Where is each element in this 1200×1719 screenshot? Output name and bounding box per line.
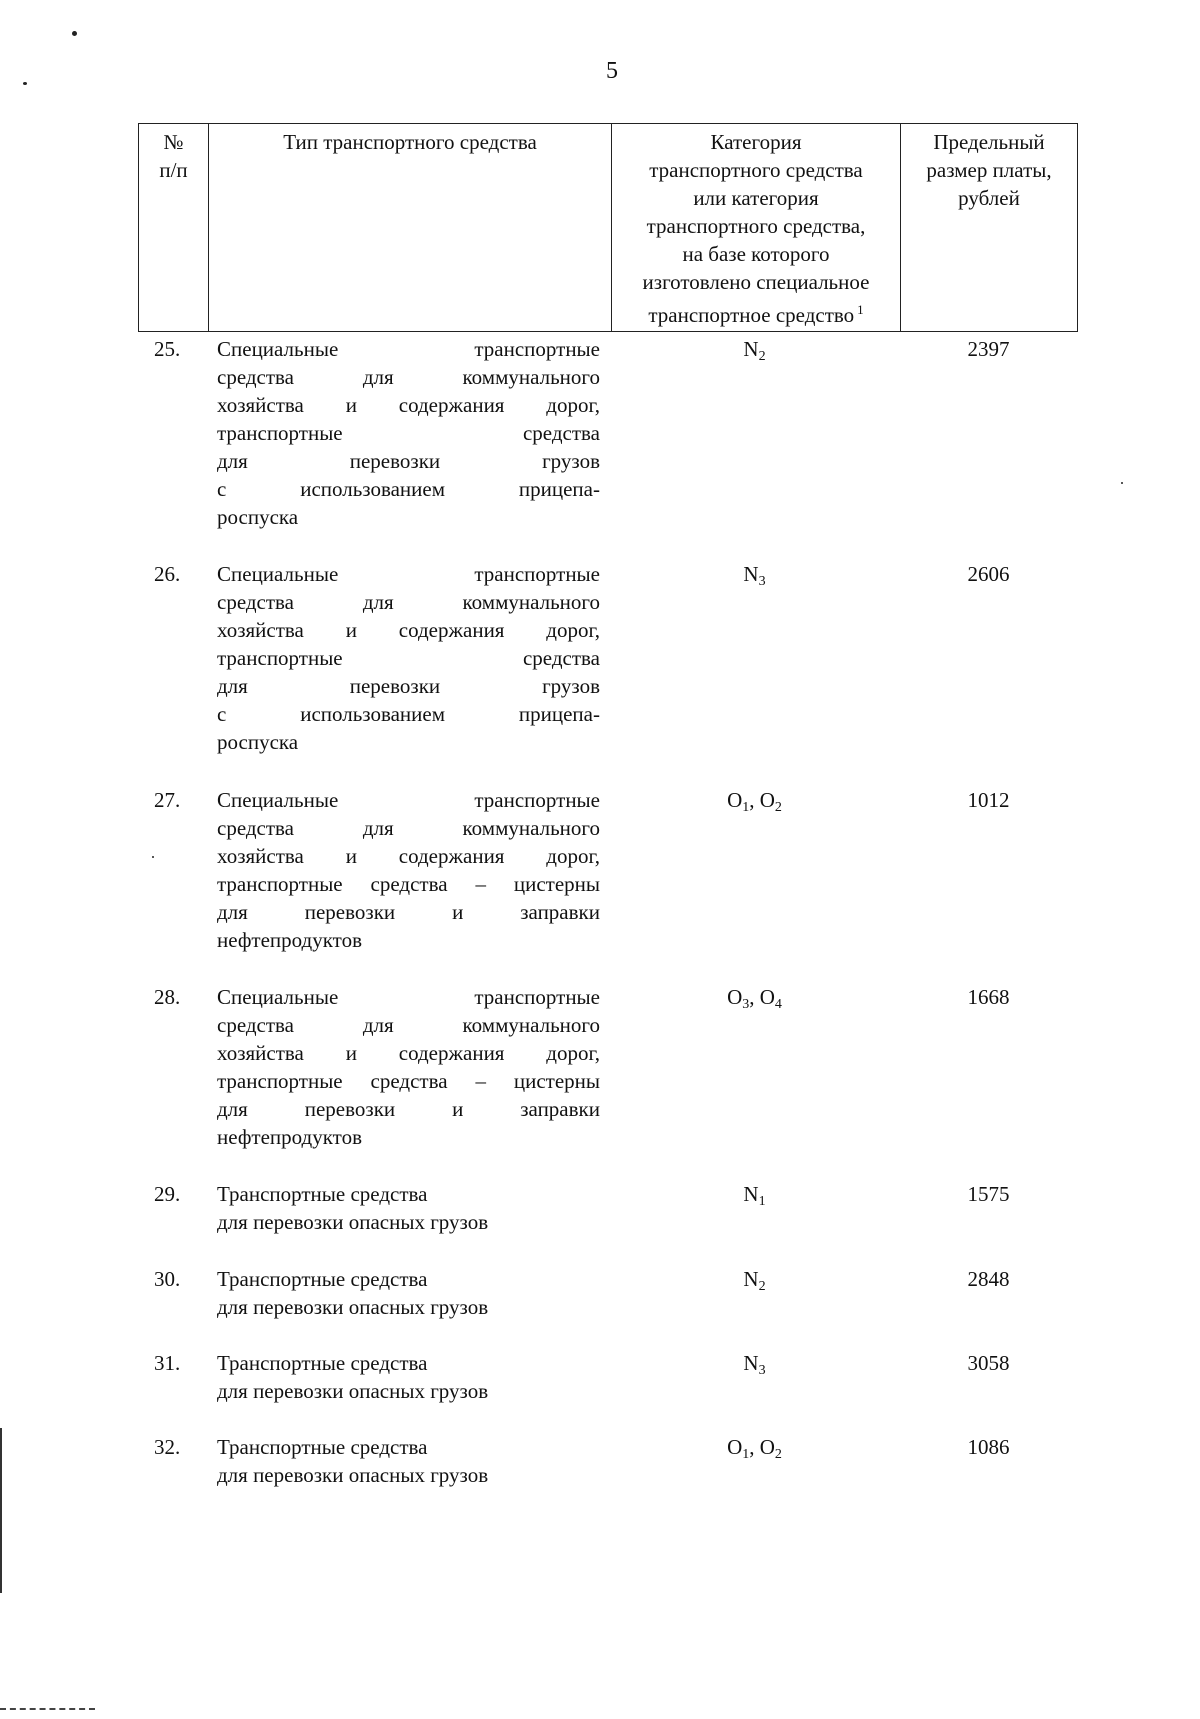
row-type-line: для перевозки опасных грузов: [217, 1210, 489, 1234]
category-code: N: [743, 1351, 759, 1375]
row-type-line: для перевозки опасных грузов: [217, 1379, 489, 1403]
row-number: 30.: [154, 1267, 181, 1291]
row-type-line: для перевозки опасных грузов: [217, 1295, 489, 1319]
row-price: 1575: [967, 1182, 1010, 1206]
scan-bottom-mark: [0, 1708, 95, 1713]
row-type-line: хозяйства и содержания дорог,: [217, 393, 600, 417]
row-type-line: Транспортные средства: [217, 1267, 428, 1291]
row-type-line: хозяйства и содержания дорог,: [217, 618, 600, 642]
row-type-line: нефтепродуктов: [217, 1125, 362, 1149]
row-type-line: Транспортные средства: [217, 1351, 428, 1375]
row-type: [217, 335, 600, 531]
row-type: [217, 1180, 600, 1236]
row-number: 29.: [154, 1182, 181, 1206]
category-subscript: 2: [758, 349, 766, 364]
category-code: N: [743, 1182, 759, 1206]
category-subscript: 1: [758, 1194, 766, 1209]
row-type: [217, 1349, 600, 1405]
row-number: 32.: [154, 1435, 181, 1459]
header-price-line: размер платы,: [926, 158, 1052, 182]
row-type-line: для перевозки и заправки: [217, 1097, 600, 1121]
row-category: [610, 335, 899, 363]
header-category: [611, 124, 900, 331]
row-type-line: хозяйства и содержания дорог,: [217, 844, 600, 868]
page-number: 5: [606, 58, 618, 84]
row-type-line: средства для коммунального: [217, 365, 600, 389]
row-category: $O_1$, $O_2$: [727, 1435, 782, 1462]
category-subscript: 3: [742, 997, 750, 1012]
header-category-line: Категория: [710, 130, 802, 154]
header-category-text: транспортное средство: [648, 303, 855, 327]
header-num-line: №: [163, 130, 184, 154]
row-number: 31.: [154, 1351, 181, 1375]
row-type-line: Транспортные средства: [217, 1435, 428, 1459]
scan-speck: [1121, 482, 1123, 484]
row-type-line: транспортные средства: [217, 421, 600, 445]
row-category: [610, 1180, 899, 1208]
row-type-line: Специальные транспортные: [217, 985, 600, 1009]
row-type-line: для перевозки грузов: [217, 674, 600, 698]
row-price: 3058: [967, 1351, 1010, 1375]
row-type-line: Транспортные средства: [217, 1182, 428, 1206]
row-type-line: хозяйства и содержания дорог,: [217, 1041, 600, 1065]
category-subscript: 1: [742, 800, 750, 815]
category-code: N: [743, 1267, 759, 1291]
category-subscript: 2: [774, 800, 782, 815]
category-code: O: [727, 985, 743, 1009]
row-price: 2848: [967, 1267, 1010, 1291]
row-price: 2606: [967, 562, 1010, 586]
row-type-line: для перевозки грузов: [217, 449, 600, 473]
category-code: O: [759, 985, 775, 1009]
header-category-line: транспортного средства,: [646, 214, 866, 238]
row-number: 27.: [154, 788, 181, 812]
header-price-line: Предельный: [933, 130, 1045, 154]
category-code: N: [743, 562, 759, 586]
header-price-line: рублей: [958, 186, 1020, 210]
header-category-line: транспортного средства: [649, 158, 863, 182]
row-price: 2397: [967, 337, 1010, 361]
row-type-line: для перевозки опасных грузов: [217, 1463, 489, 1487]
header-type-line: Тип транспортного средства: [283, 130, 537, 154]
category-subscript: 2: [758, 1279, 766, 1294]
row-category: $O_3$, $O_4$: [727, 985, 782, 1012]
row-type-line: транспортные средства: [217, 646, 600, 670]
row-type-line: средства для коммунального: [217, 816, 600, 840]
scan-margin-line: [0, 1428, 2, 1593]
row-type: [217, 560, 600, 756]
row-type-line: для перевозки и заправки: [217, 900, 600, 924]
row-price: 1668: [967, 985, 1010, 1009]
row-type: [217, 1265, 600, 1321]
row-type-line: с использованием прицепа-: [217, 477, 600, 501]
category-subscript: 1: [742, 1447, 750, 1462]
row-type-line: транспортные средства – цистерны: [217, 872, 600, 896]
table-header: [138, 123, 1078, 332]
scan-speck: [72, 31, 77, 36]
row-price: 1012: [967, 788, 1010, 812]
category-code: O: [727, 1435, 743, 1459]
category-code: O: [759, 788, 775, 812]
row-type: [217, 786, 600, 954]
row-category: [610, 1265, 899, 1293]
category-code: O: [759, 1435, 775, 1459]
footnote-marker: 1: [857, 302, 864, 317]
row-type-line: транспортные средства – цистерны: [217, 1069, 600, 1093]
category-subscript: 3: [758, 1363, 766, 1378]
row-type-line: роспуска: [217, 505, 299, 529]
header-num: [139, 124, 208, 331]
scan-speck: [152, 856, 154, 858]
category-subscript: 4: [774, 997, 782, 1012]
category-code: N: [743, 337, 759, 361]
row-category: [610, 560, 899, 588]
row-type-line: средства для коммунального: [217, 1013, 600, 1037]
row-category: [610, 1349, 899, 1377]
row-type: [217, 1433, 600, 1489]
row-type-line: Специальные транспортные: [217, 337, 600, 361]
row-type-line: нефтепродуктов: [217, 928, 362, 952]
header-price: [900, 124, 1077, 331]
row-type-line: с использованием прицепа-: [217, 702, 600, 726]
category-subscript: 2: [774, 1447, 782, 1462]
row-price: 1086: [967, 1435, 1010, 1459]
row-number: 25.: [154, 337, 181, 361]
row-type-line: Специальные транспортные: [217, 788, 600, 812]
header-type: [208, 124, 611, 331]
header-category-line: [620, 296, 892, 329]
header-category-line: изготовлено специальное: [642, 270, 870, 294]
header-category-line: или категория: [693, 186, 819, 210]
row-type-line: роспуска: [217, 730, 299, 754]
row-number: 26.: [154, 562, 181, 586]
row-type: [217, 983, 600, 1151]
row-number: 28.: [154, 985, 181, 1009]
header-category-line: на базе которого: [682, 242, 830, 266]
row-category: $O_1$, $O_2$: [727, 788, 782, 815]
row-type-line: Специальные транспортные: [217, 562, 600, 586]
category-code: O: [727, 788, 743, 812]
row-type-line: средства для коммунального: [217, 590, 600, 614]
header-num-line: п/п: [159, 158, 188, 182]
category-subscript: 3: [758, 574, 766, 589]
